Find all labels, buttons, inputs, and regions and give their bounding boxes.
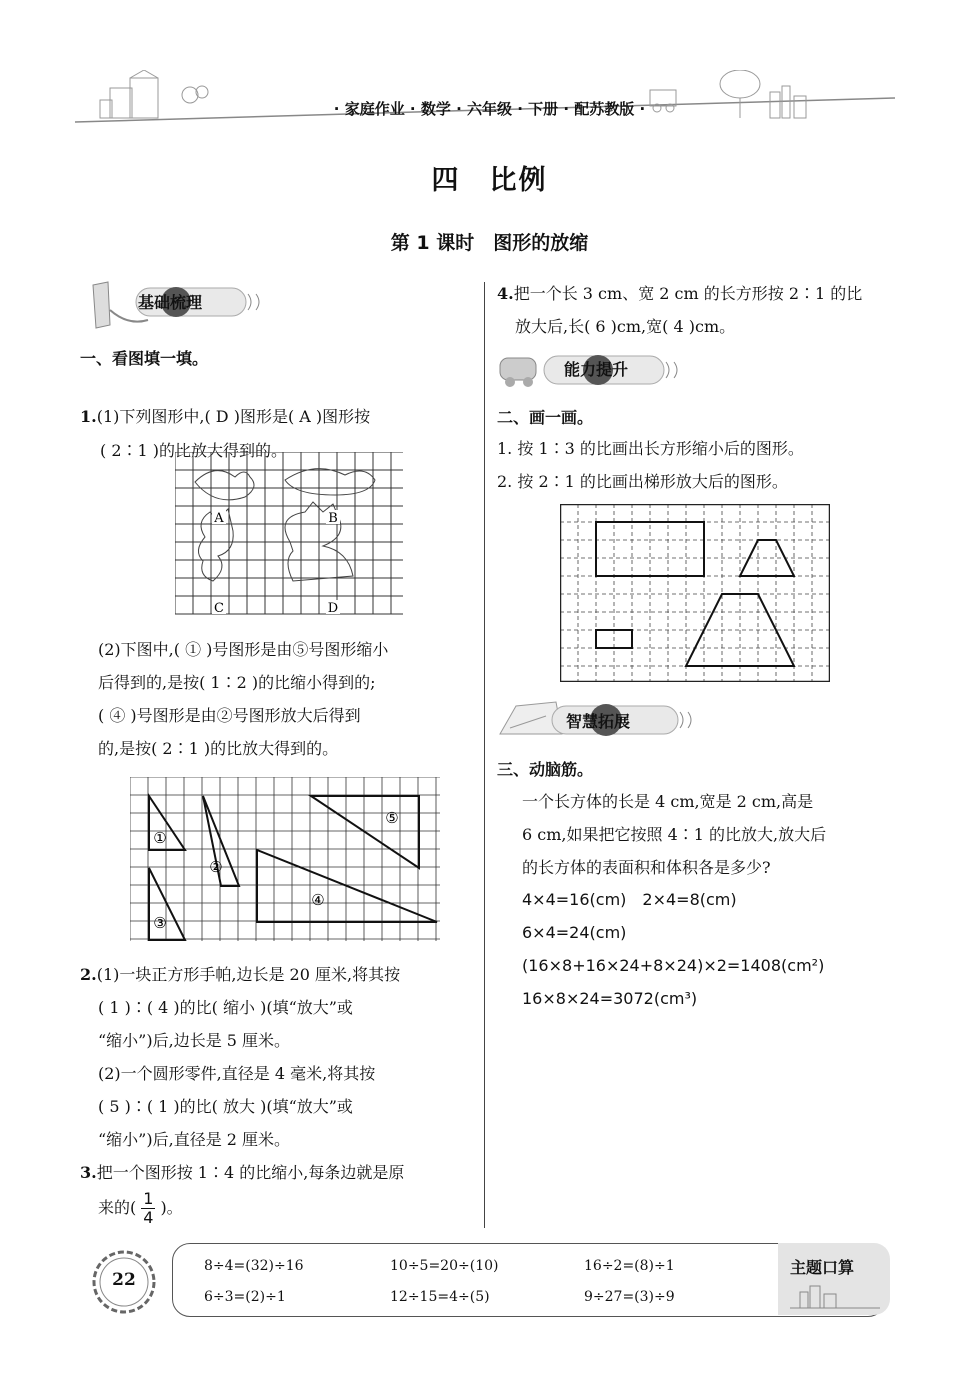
page-number: 22	[112, 1270, 136, 1290]
q1-2-line4: 的,是按( 2∶1 )的比放大得到的。	[98, 739, 339, 758]
tri-label-5: ⑤	[385, 809, 399, 827]
calc-1: 8÷4=(32)÷16	[204, 1258, 304, 1274]
calc-6: 9÷27=(3)÷9	[584, 1289, 675, 1305]
section-3-heading: 三、动脑筋。	[497, 760, 594, 779]
q1-1-line2: ( 2∶1 )的比放大得到的。	[100, 441, 288, 460]
q2-1-text	[80, 958, 400, 991]
tri-label-1: ①	[153, 829, 167, 847]
cat-grid-figure	[175, 452, 407, 618]
cat-label-b: B	[328, 511, 338, 526]
badge-wisdom-label: 智慧拓展	[566, 712, 631, 731]
calc-3: 16÷2=(8)÷1	[584, 1258, 675, 1274]
tri-label-2: ②	[209, 858, 223, 876]
tri-label-3: ③	[153, 914, 167, 932]
draw-q1: 1. 按 1∶3 的比画出长方形缩小后的图形。	[497, 439, 804, 458]
mental-math-title: 主题口算	[790, 1258, 855, 1277]
q2-number: 2.	[80, 965, 97, 984]
column-divider	[484, 282, 485, 1228]
q3-denominator: 4	[143, 1208, 154, 1227]
think-line3: 的长方体的表面积和体积各是多少?	[522, 858, 771, 877]
calc-2: 10÷5=20÷(10)	[390, 1258, 499, 1274]
q3-line1: 把一个图形按 1∶4 的比缩小,每条边就是原	[96, 1163, 405, 1182]
chapter-title: 四 比例	[431, 165, 548, 196]
q3-line2-post: )。	[160, 1198, 183, 1217]
answer-line4: 16×8×24=3072(cm³)	[522, 989, 698, 1008]
draw-q2: 2. 按 2∶1 的比画出梯形放大后的图形。	[497, 472, 788, 491]
q1-2-line1: (2)下图中,( ① )号图形是由⑤号图形缩小	[98, 640, 389, 659]
q2-2-line1: (2)一个圆形零件,直径是 4 毫米,将其按	[98, 1064, 376, 1083]
series-title: · 家庭作业 · 数学 · 六年级 · 下册 · 配苏教版 ·	[333, 100, 646, 118]
q3-number: 3.	[80, 1163, 97, 1182]
q4-text	[497, 277, 862, 310]
q1-1-text	[80, 400, 370, 433]
q4-line1: 把一个长 3 cm、宽 2 cm 的长方形按 2∶1 的比	[513, 284, 863, 303]
badge-basic-label: 基础梳理	[138, 293, 203, 312]
cat-label-d: D	[327, 601, 339, 616]
q3-line2	[98, 1190, 183, 1227]
q1-2-line3: ( ④ )号图形是由②号图形放大后得到	[98, 706, 361, 725]
q2-2-line3: “缩小”)后,直径是 2 厘米。	[98, 1130, 291, 1149]
answer-line1: 4×4=16(cm) 2×4=8(cm)	[522, 890, 737, 909]
q2-1-line3: “缩小”)后,边长是 5 厘米。	[98, 1031, 291, 1050]
q4-number: 4.	[497, 284, 514, 303]
q2-1-line2: ( 1 )∶( 4 )的比( 缩小 )(填“放大”或	[98, 998, 353, 1017]
q3-fraction	[141, 1190, 155, 1227]
q2-2-line2: ( 5 )∶( 1 )的比( 放大 )(填“放大”或	[98, 1097, 353, 1116]
section-2-heading: 二、画一画。	[497, 408, 594, 427]
calc-5: 12÷15=4÷(5)	[390, 1289, 490, 1305]
q1-number: 1.	[80, 407, 97, 426]
calc-4: 6÷3=(2)÷1	[204, 1289, 286, 1305]
lesson-title: 第 1 课时 图形的放缩	[390, 232, 589, 254]
think-line1: 一个长方体的长是 4 cm,宽是 2 cm,高是	[522, 792, 814, 811]
q1-1-line1: (1)下列图形中,( D )图形是( A )图形按	[96, 407, 371, 426]
tri-label-4: ④	[311, 891, 325, 909]
q2-1-line1: (1)一块正方形手帕,边长是 20 厘米,将其按	[96, 965, 401, 984]
q4-line2: 放大后,长( 6 )cm,宽( 4 )cm。	[515, 317, 736, 336]
think-line2: 6 cm,如果把它按照 4∶1 的比放大,放大后	[522, 825, 827, 844]
badge-ability-label: 能力提升	[564, 360, 629, 379]
answer-line3: (16×8+16×24+8×24)×2=1408(cm²)	[522, 956, 825, 975]
q3-line2-pre: 来的(	[98, 1198, 137, 1217]
q1-2-line2: 后得到的,是按( 1∶2 )的比缩小得到的;	[98, 673, 376, 692]
section-1-heading: 一、看图填一填。	[80, 349, 209, 368]
triangle-grid-figure	[130, 777, 442, 943]
skyline-icon	[790, 1282, 880, 1310]
cat-label-c: C	[214, 601, 224, 616]
answer-line2: 6×4=24(cm)	[522, 923, 627, 942]
drawing-grid-figure	[560, 504, 830, 682]
cat-label-a: A	[214, 511, 224, 526]
q3-text	[80, 1156, 404, 1189]
q3-numerator: 1	[143, 1189, 154, 1208]
